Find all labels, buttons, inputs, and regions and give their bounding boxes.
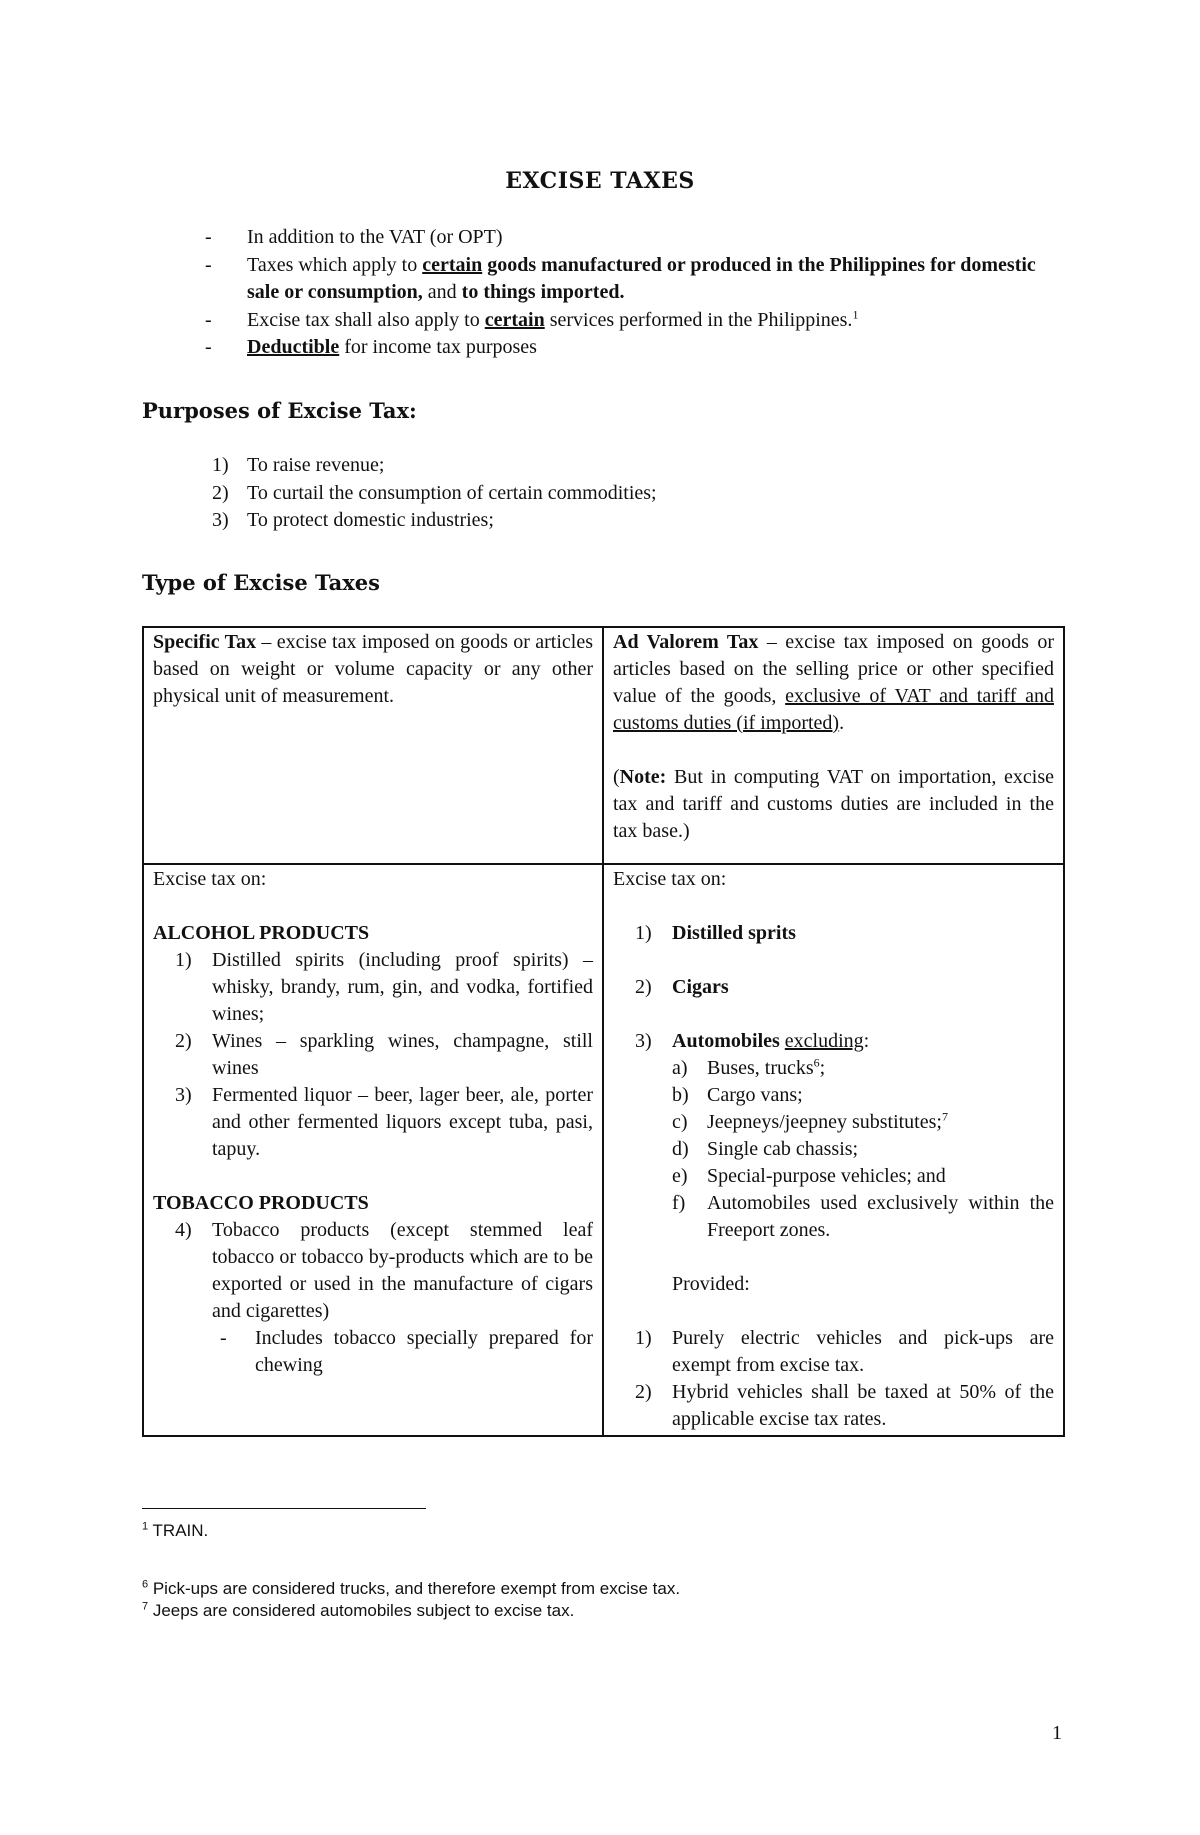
item-number: 1) (212, 454, 229, 476)
item-text: Wines – sparkling wines, champagne, still wines (212, 1030, 593, 1079)
list-item (672, 1136, 1054, 1163)
list-item (153, 947, 593, 1028)
footnote-mark: 7 (142, 1600, 149, 1613)
list-item (672, 1055, 1054, 1082)
item-text: Cigars (672, 976, 729, 998)
types-heading: Type of Excise Taxes (142, 570, 380, 595)
item-number: 1) (635, 922, 652, 944)
ad-valorem-term: Ad Valorem Tax (613, 631, 759, 653)
intro-bullet (205, 252, 1065, 307)
item-text: Single cab chassis; (707, 1138, 859, 1160)
bullet-text: Taxes which apply to (247, 253, 423, 276)
item-text: Hybrid vehicles shall be taxed at 50% of the applicable excise tax rates. (672, 1381, 1054, 1430)
item-text: Includes tobacco specially prepared for chewing (255, 1327, 593, 1376)
list-item (153, 1028, 593, 1082)
footnote (142, 1600, 574, 1622)
footnote-ref: 1 (852, 306, 859, 321)
ad-valorem-paragraph (613, 629, 1054, 737)
ad-valorem-list (613, 920, 1054, 1244)
list-item (220, 1325, 593, 1379)
bullet-text: and (422, 281, 462, 303)
tobacco-list (153, 1217, 593, 1379)
bullet-text: services performed in the Philippines. (544, 308, 853, 331)
page-number: 1 (1052, 1722, 1062, 1744)
emphasis-goods: goods manufactured or produced in the Philippines for domestic sale or consumption, (247, 253, 1036, 303)
list-item (613, 920, 1054, 947)
item-number: b) (672, 1084, 689, 1106)
tobacco-sublist (220, 1325, 593, 1379)
ad-valorem-cell (603, 627, 1064, 864)
item-text: To curtail the consumption of certain commodities; (247, 481, 657, 504)
footnote-separator (142, 1508, 426, 1509)
intro-bullet (205, 224, 1065, 252)
item-text: Tobacco products (except stemmed leaf tobacco or tobacco by-products which are to be exported or used in the manufacture of cigars and cigarettes) (212, 1219, 593, 1322)
emphasis-certain: certain (422, 253, 483, 276)
excise-types-table (142, 626, 1065, 1437)
item-number: 2) (635, 1381, 652, 1403)
footnote-mark: 1 (142, 1520, 149, 1533)
list-item (613, 1379, 1054, 1433)
purposes-list (212, 452, 657, 535)
item-number: a) (672, 1057, 688, 1079)
item-number: 2) (635, 976, 652, 998)
footnote-mark: 6 (142, 1578, 149, 1591)
list-item (613, 1028, 1054, 1244)
item-text: Distilled spirits (including proof spirits) – whisky, brandy, rum, gin, and vodka, fortified wines; (212, 949, 593, 1025)
item-text: Jeepneys/jeepney substitutes; (707, 1111, 942, 1133)
list-item (153, 1217, 593, 1379)
list-item (212, 452, 657, 480)
item-text: Fermented liquor – beer, lager beer, ale, porter and other fermented liquors except tuba, pasi, tapuy. (212, 1084, 593, 1160)
punctuation: : (863, 1030, 870, 1052)
list-item (672, 1109, 1054, 1136)
item-number: d) (672, 1138, 689, 1160)
footnote (142, 1578, 680, 1600)
footnote-ref: 7 (941, 1109, 948, 1124)
punctuation: ( (613, 766, 620, 788)
list-item (153, 1082, 593, 1163)
excluding-label: excluding (784, 1030, 864, 1052)
ad-valorem-items-cell (603, 864, 1064, 1436)
intro-bullet (205, 334, 1065, 362)
footnote-text: Jeeps are considered automobiles subject to excise tax. (148, 1601, 575, 1620)
automobile-exclusions (672, 1055, 1054, 1244)
footnote-text: TRAIN. (148, 1521, 209, 1540)
purposes-heading: Purposes of Excise Tax: (142, 398, 417, 423)
item-number: 3) (635, 1030, 652, 1052)
provisos-list (613, 1325, 1054, 1433)
list-item (613, 1325, 1054, 1379)
dash-marker: - (220, 1327, 227, 1349)
alcohol-heading: ALCOHOL PRODUCTS (153, 922, 370, 944)
bullet-text: In addition to the VAT (or OPT) (247, 226, 503, 248)
ad-valorem-exclusion: exclusive of VAT and tariff and customs duties (if imported) (613, 685, 1054, 734)
tobacco-heading: TOBACCO PRODUCTS (153, 1192, 369, 1214)
list-item (672, 1190, 1054, 1244)
list-item (672, 1082, 1054, 1109)
list-item (212, 507, 657, 535)
item-text: Cargo vans; (707, 1084, 803, 1106)
note-text: But in computing VAT on importation, excise tax and tariff and customs duties are included in the tax base.) (613, 766, 1054, 842)
bullet-text: for income tax purposes (339, 336, 537, 358)
page-title: EXCISE TAXES (505, 168, 695, 194)
item-number: 2) (212, 481, 229, 504)
specific-tax-items-cell (143, 864, 603, 1436)
intro-bullet (205, 307, 1065, 335)
item-text: Purely electric vehicles and pick-ups are exempt from excise tax. (672, 1327, 1054, 1376)
item-number: 2) (175, 1030, 192, 1052)
specific-tax-term: Specific Tax (153, 631, 257, 653)
item-number: c) (672, 1111, 688, 1133)
cell-lead: Excise tax on: (613, 868, 727, 890)
item-number: e) (672, 1165, 688, 1187)
list-item (613, 974, 1054, 1001)
emphasis-certain: certain (484, 308, 545, 331)
item-text: Special-purpose vehicles; and (707, 1165, 946, 1187)
note-label: Note: (619, 766, 667, 788)
item-text: Automobiles (672, 1030, 780, 1052)
provided-label: Provided: (672, 1273, 750, 1295)
item-number: 1) (635, 1327, 652, 1349)
table-row (143, 864, 1064, 1436)
specific-tax-cell (143, 627, 603, 864)
item-number: 3) (212, 509, 229, 531)
table-row (143, 627, 1064, 864)
bullet-text: Excise tax shall also apply to (247, 308, 485, 331)
item-number: f) (672, 1192, 686, 1214)
intro-bullets (205, 224, 1065, 362)
list-item (212, 480, 657, 508)
item-text: Automobiles used exclusively within the Freeport zones. (707, 1192, 1054, 1241)
cell-lead: Excise tax on: (153, 868, 267, 890)
item-number: 1) (175, 949, 192, 971)
item-text: Distilled sprits (672, 922, 796, 944)
item-number: 4) (175, 1219, 192, 1241)
alcohol-list (153, 947, 593, 1163)
ad-valorem-definition: – excise tax imposed on goods or articles based on the selling price or other specified value of the goods, (613, 631, 1054, 707)
list-item (672, 1163, 1054, 1190)
footnote-ref: 6 (813, 1055, 820, 1070)
punctuation: . (839, 712, 845, 734)
item-text: Buses, trucks (707, 1057, 814, 1079)
item-number: 3) (175, 1084, 192, 1106)
item-text: To raise revenue; (247, 454, 385, 476)
ad-valorem-note (613, 764, 1054, 845)
emphasis-imported: to things imported. (461, 281, 625, 303)
specific-tax-definition: – excise tax imposed on goods or articles based on weight or volume capacity or any other physical unit of measurement. (153, 631, 593, 707)
footnote-text: Pick-ups are considered trucks, and therefore exempt from excise tax. (148, 1579, 681, 1598)
emphasis-deductible: Deductible (247, 336, 340, 358)
punctuation: ; (819, 1057, 826, 1079)
footnote (142, 1520, 208, 1542)
item-text: To protect domestic industries; (247, 509, 494, 531)
